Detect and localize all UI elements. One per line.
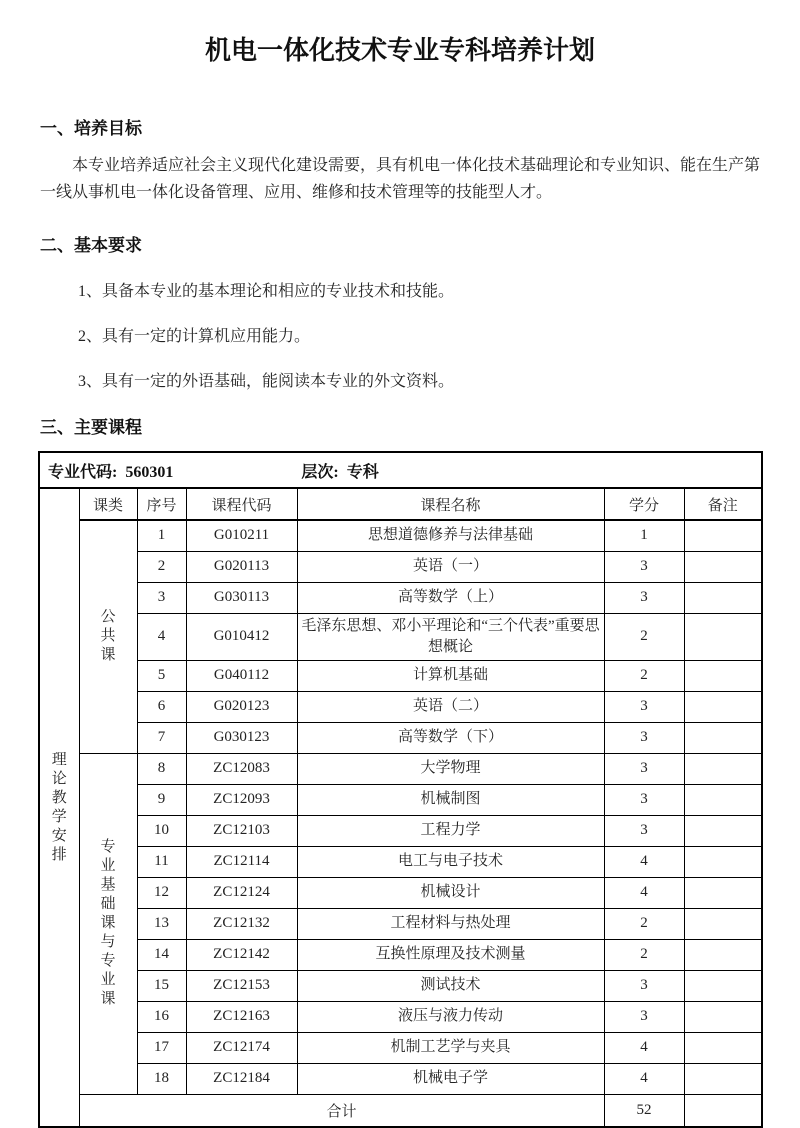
cell-remark xyxy=(684,582,762,613)
stage-label-cell xyxy=(39,488,79,1127)
table-row xyxy=(39,722,762,753)
cell-remark xyxy=(684,660,762,691)
cell-name: 电工与电子技术 xyxy=(297,846,604,877)
cell-no: 9 xyxy=(137,784,186,815)
course-table xyxy=(38,451,763,1128)
total-credits: 52 xyxy=(604,1094,684,1127)
cell-code: ZC12103 xyxy=(186,815,297,846)
cell-name: 互换性原理及技术测量 xyxy=(297,939,604,970)
cell-no: 12 xyxy=(137,877,186,908)
cell-name: 机械设计 xyxy=(297,877,604,908)
cell-code: G030123 xyxy=(186,722,297,753)
course-group-label-cell xyxy=(79,753,137,1094)
cell-credits: 4 xyxy=(604,1032,684,1063)
table-row xyxy=(39,520,762,551)
level-label: 层次: xyxy=(301,463,339,481)
cell-credits: 3 xyxy=(604,582,684,613)
col-header-credits: 学分 xyxy=(604,488,684,520)
level-value: 专科 xyxy=(346,463,379,481)
cell-name: 工程材料与热处理 xyxy=(297,908,604,939)
cell-credits: 3 xyxy=(604,970,684,1001)
cell-credits: 4 xyxy=(604,877,684,908)
cell-remark xyxy=(684,939,762,970)
cell-credits: 3 xyxy=(604,784,684,815)
major-code-value: 560301 xyxy=(125,463,174,481)
cell-name: 思想道德修养与法律基础 xyxy=(297,520,604,551)
cell-no: 1 xyxy=(137,520,186,551)
course-group-label: 专业基础课与专业课 xyxy=(100,839,116,1007)
section-heading-courses: 三、主要课程 xyxy=(40,418,142,437)
cell-code: ZC12132 xyxy=(186,908,297,939)
document-body xyxy=(0,114,800,438)
cell-remark xyxy=(684,613,762,660)
cell-code: ZC12093 xyxy=(186,784,297,815)
cell-no: 5 xyxy=(137,660,186,691)
table-row xyxy=(39,815,762,846)
cell-no: 13 xyxy=(137,908,186,939)
stage-label: 理论教学安排 xyxy=(51,751,67,863)
cell-name: 高等数学（下） xyxy=(297,722,604,753)
cell-remark xyxy=(684,970,762,1001)
cell-remark xyxy=(684,722,762,753)
cell-name: 大学物理 xyxy=(297,753,604,784)
cell-no: 3 xyxy=(137,582,186,613)
cell-credits: 4 xyxy=(604,1063,684,1094)
col-header-remark: 备注 xyxy=(684,488,762,520)
cell-credits: 3 xyxy=(604,815,684,846)
cell-code: ZC12124 xyxy=(186,877,297,908)
goal-paragraph: 本专业培养适应社会主义现代化建设需要，具有机电一体化技术基础理论和专业知识、能在生产第一线从事机电一体化设备管理、应用、维修和技术管理等的技能型人才。 xyxy=(40,157,761,201)
cell-remark xyxy=(684,753,762,784)
cell-code: G010211 xyxy=(186,520,297,551)
cell-credits: 4 xyxy=(604,846,684,877)
cell-no: 16 xyxy=(137,1001,186,1032)
cell-no: 6 xyxy=(137,691,186,722)
col-header-no: 序号 xyxy=(137,488,186,520)
cell-name: 毛泽东思想、邓小平理论和“三个代表”重要思想概论 xyxy=(297,613,604,660)
table-row xyxy=(39,877,762,908)
cell-no: 17 xyxy=(137,1032,186,1063)
section-heading-goal: 一、培养目标 xyxy=(40,119,142,138)
cell-code: ZC12153 xyxy=(186,970,297,1001)
page-title: 机电一体化技术专业专科培养计划 xyxy=(204,35,595,65)
requirements-list xyxy=(40,278,760,391)
cell-credits: 2 xyxy=(604,939,684,970)
cell-remark xyxy=(684,846,762,877)
cell-credits: 3 xyxy=(604,722,684,753)
cell-remark xyxy=(684,1032,762,1063)
table-row xyxy=(39,613,762,660)
cell-credits: 2 xyxy=(604,660,684,691)
cell-no: 18 xyxy=(137,1063,186,1094)
cell-no: 14 xyxy=(137,939,186,970)
table-meta-row xyxy=(39,452,762,488)
cell-code: ZC12142 xyxy=(186,939,297,970)
table-row xyxy=(39,784,762,815)
col-header-code: 课程代码 xyxy=(186,488,297,520)
course-group-label: 公共课 xyxy=(100,609,116,664)
cell-credits: 3 xyxy=(604,551,684,582)
cell-name: 工程力学 xyxy=(297,815,604,846)
table-row xyxy=(39,939,762,970)
cell-credits: 3 xyxy=(604,1001,684,1032)
cell-code: ZC12174 xyxy=(186,1032,297,1063)
table-row xyxy=(39,691,762,722)
table-row xyxy=(39,582,762,613)
cell-no: 7 xyxy=(137,722,186,753)
table-row xyxy=(39,753,762,784)
cell-remark xyxy=(684,551,762,582)
cell-credits: 2 xyxy=(604,908,684,939)
major-code-label: 专业代码: xyxy=(48,463,118,481)
table-row xyxy=(39,908,762,939)
col-header-name: 课程名称 xyxy=(297,488,604,520)
cell-credits: 1 xyxy=(604,520,684,551)
table-row xyxy=(39,1001,762,1032)
requirement-item: 2、具有一定的计算机应用能力。 xyxy=(78,328,311,345)
total-remark xyxy=(684,1094,762,1127)
cell-name: 英语（一） xyxy=(297,551,604,582)
cell-remark xyxy=(684,877,762,908)
table-row xyxy=(39,660,762,691)
cell-name: 英语（二） xyxy=(297,691,604,722)
cell-no: 11 xyxy=(137,846,186,877)
table-total-row xyxy=(39,1094,762,1127)
cell-code: G020123 xyxy=(186,691,297,722)
cell-name: 测试技术 xyxy=(297,970,604,1001)
cell-no: 8 xyxy=(137,753,186,784)
cell-name: 机械制图 xyxy=(297,784,604,815)
cell-code: G030113 xyxy=(186,582,297,613)
cell-credits: 2 xyxy=(604,613,684,660)
cell-credits: 3 xyxy=(604,753,684,784)
cell-remark xyxy=(684,1063,762,1094)
table-row xyxy=(39,846,762,877)
cell-name: 高等数学（上） xyxy=(297,582,604,613)
cell-no: 15 xyxy=(137,970,186,1001)
cell-code: G010412 xyxy=(186,613,297,660)
cell-code: G040112 xyxy=(186,660,297,691)
table-header-row xyxy=(39,488,762,520)
cell-code: ZC12083 xyxy=(186,753,297,784)
section-heading-requirements: 二、基本要求 xyxy=(40,236,142,255)
cell-no: 10 xyxy=(137,815,186,846)
cell-no: 4 xyxy=(137,613,186,660)
table-row xyxy=(39,551,762,582)
cell-name: 机械电子学 xyxy=(297,1063,604,1094)
table-row xyxy=(39,970,762,1001)
requirement-item: 1、具备本专业的基本理论和相应的专业技术和技能。 xyxy=(78,283,455,300)
cell-name: 液压与液力传动 xyxy=(297,1001,604,1032)
cell-code: ZC12114 xyxy=(186,846,297,877)
cell-remark xyxy=(684,520,762,551)
table-meta-cell xyxy=(39,452,762,488)
cell-code: ZC12163 xyxy=(186,1001,297,1032)
cell-remark xyxy=(684,908,762,939)
cell-code: G020113 xyxy=(186,551,297,582)
cell-no: 2 xyxy=(137,551,186,582)
cell-code: ZC12184 xyxy=(186,1063,297,1094)
course-group-label-cell xyxy=(79,520,137,753)
cell-remark xyxy=(684,691,762,722)
cell-remark xyxy=(684,784,762,815)
cell-name: 计算机基础 xyxy=(297,660,604,691)
cell-credits: 3 xyxy=(604,691,684,722)
cell-remark xyxy=(684,1001,762,1032)
cell-name: 机制工艺学与夹具 xyxy=(297,1032,604,1063)
document-page xyxy=(0,30,800,1127)
requirement-item: 3、具有一定的外语基础，能阅读本专业的外文资料。 xyxy=(78,373,455,390)
col-header-category: 课类 xyxy=(79,488,137,520)
total-label: 合计 xyxy=(79,1094,604,1127)
cell-remark xyxy=(684,815,762,846)
table-row xyxy=(39,1032,762,1063)
table-row xyxy=(39,1063,762,1094)
